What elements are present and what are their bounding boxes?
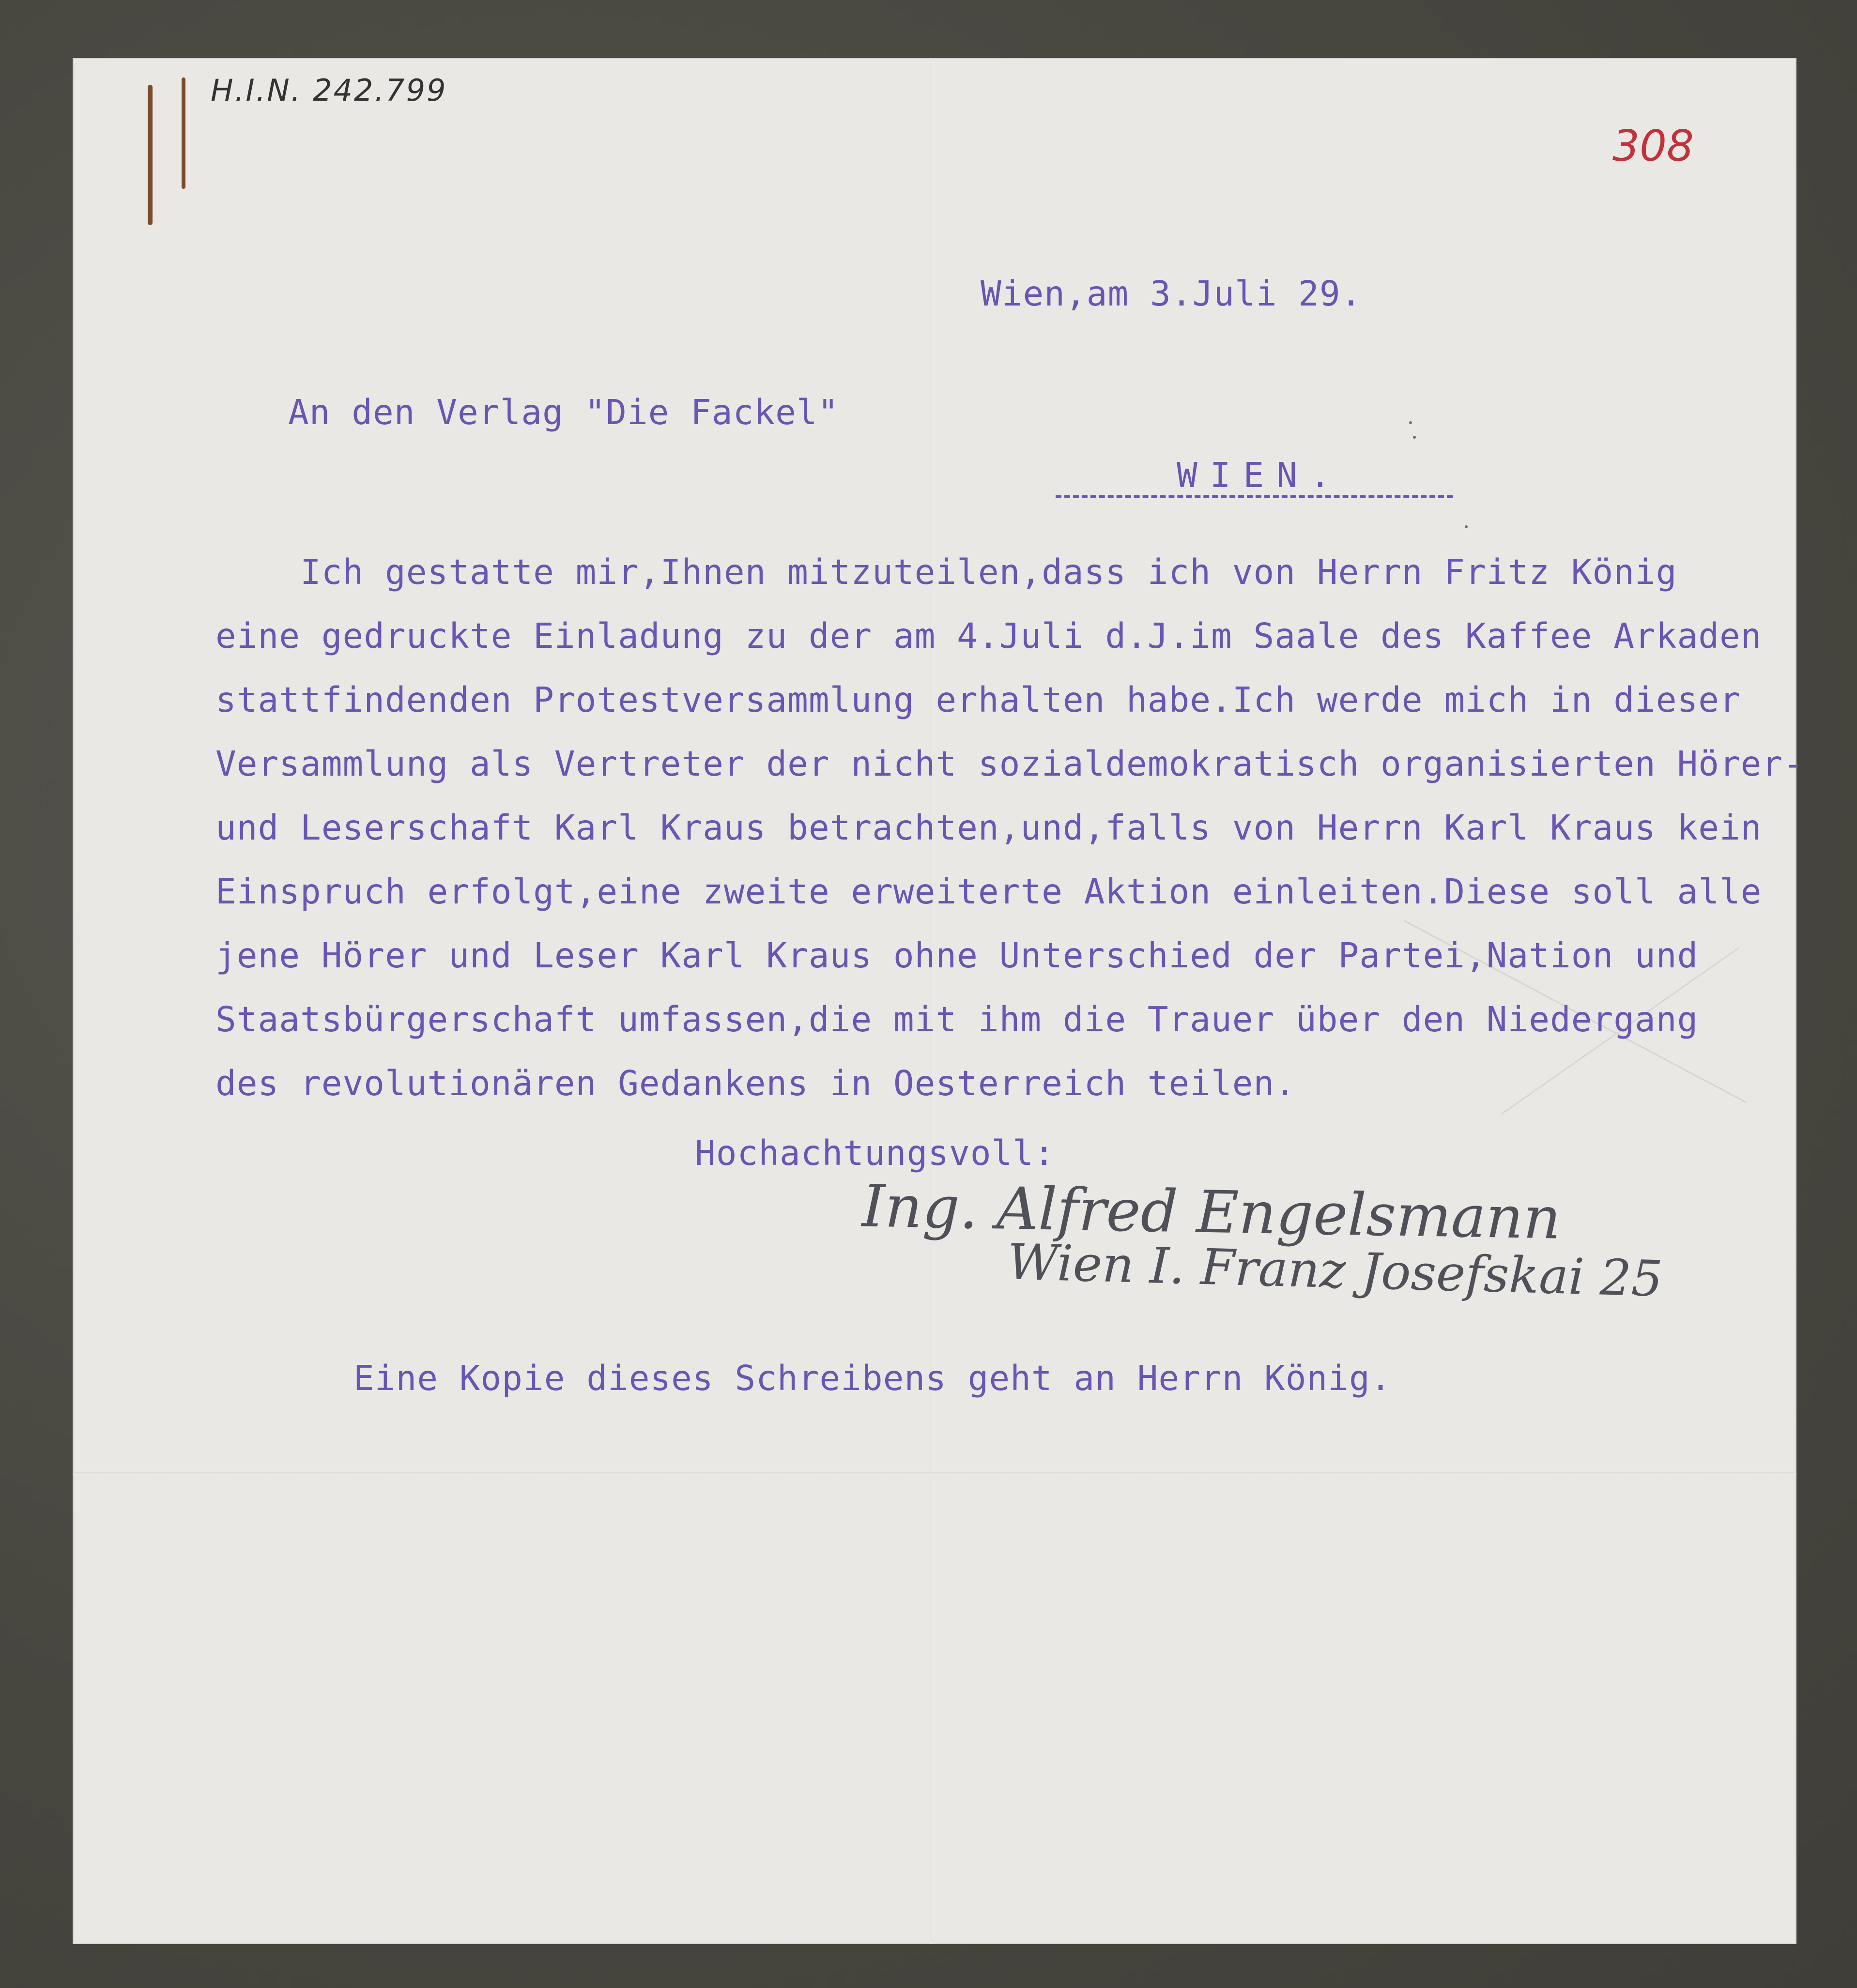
body-line: und Leserschaft Karl Kraus betrachten,und,falls von Herrn Karl Kraus kein [215,808,1762,848]
letter-date: Wien,am 3.Juli 29. [981,274,1362,314]
ink-speck [1409,421,1412,424]
body-line: Staatsbürgerschaft umfassen,die mit ihm die Trauer über den Niedergang [215,999,1699,1040]
city-underline [1056,495,1453,498]
body-line: stattfindenden Protestversammlung erhalten habe.Ich werde mich in dieser [215,680,1741,720]
body-line: jene Hörer und Leser Karl Kraus ohne Unterschied der Partei,Nation und [215,935,1699,976]
ink-speck [1413,436,1416,439]
recipient-city: WIEN. [1177,455,1343,495]
body-line: des revolutionären Gedankens in Oesterreich teilen. [215,1063,1296,1103]
archive-signature: H.I.N. 242.799 [211,73,447,108]
handwritten-address: Wien I. Franz Josefskai 25 [1006,1233,1664,1308]
body-line: Ich gestatte mir,Ihnen mitzuteilen,dass ich von Herrn Fritz König [215,552,1677,592]
binding-hole-mark [148,85,153,225]
closing-salutation: Hochachtungsvoll: [695,1133,1055,1173]
binding-hole-mark [182,77,185,189]
folio-number: 308 [1612,121,1694,171]
copy-note: Eine Kopie dieses Schreibens geht an Herrn König. [353,1358,1392,1398]
horizontal-fold [73,1472,1796,1475]
body-line: eine gedruckte Einladung zu der am 4.Juli d.J.im Saale des Kaffee Arkaden [215,616,1762,656]
ink-speck [1465,525,1468,528]
body-line: Versammlung als Vertreter der nicht sozialdemokratisch organisierten Hörer- [215,744,1804,784]
recipient-line: An den Verlag "Die Fackel" [288,392,839,432]
body-line: Einspruch erfolgt,eine zweite erweiterte Aktion einleiten.Diese soll alle [215,872,1762,912]
handwritten-signature: Ing. Alfred Engelsmann [861,1173,1562,1253]
